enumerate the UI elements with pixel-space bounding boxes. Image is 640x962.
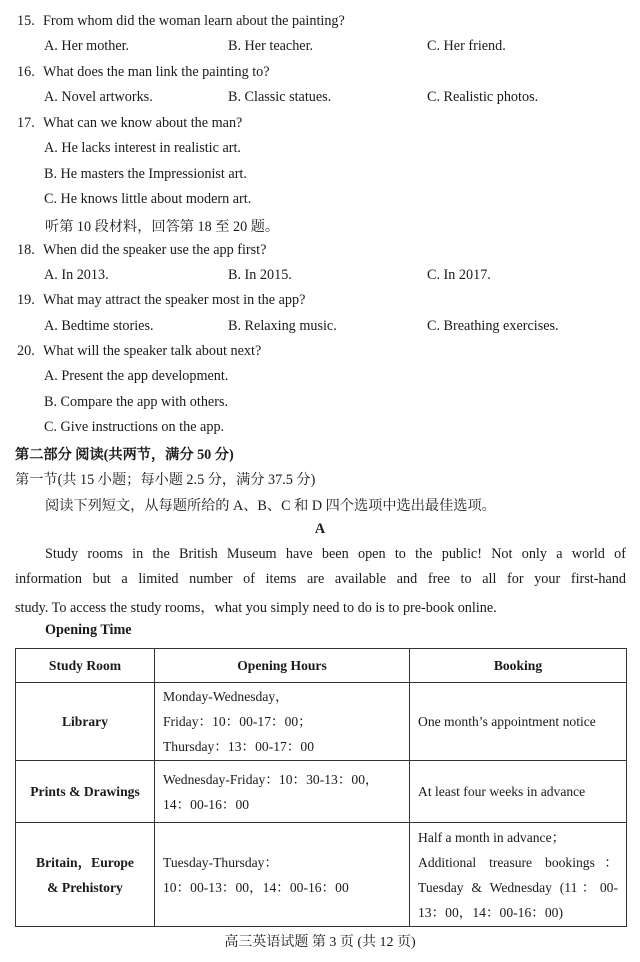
page-footer: 高三英语试题 第 3 页 (共 12 页) bbox=[224, 935, 416, 950]
room-cell bbox=[16, 683, 155, 761]
hours-line: 10：00-13：00，14：00-16：00 bbox=[163, 879, 349, 895]
passage-label: A bbox=[314, 521, 326, 537]
option-a: A. Her mother. bbox=[44, 38, 130, 54]
passage-line-2: information but a limited number of items are available and free to all for your first-hand bbox=[15, 571, 626, 587]
question-number: 15. bbox=[17, 13, 35, 29]
option-c: C. Realistic photos. bbox=[427, 89, 539, 105]
hours-line: Wednesday-Friday：10：30-13：00， bbox=[163, 771, 379, 787]
question-text: From whom did the woman learn about the painting? bbox=[43, 13, 345, 29]
section1-heading: 第一节(共 15 小题；每小题 2.5 分，满分 37.5 分) bbox=[15, 472, 316, 488]
question-text: What can we know about the man? bbox=[43, 115, 243, 131]
booking-line: One month’s appointment notice bbox=[418, 714, 596, 729]
option-a: A. He lacks interest in realistic art. bbox=[44, 140, 241, 156]
passage-line-1: Study rooms in the British Museum have been open to the public! Not only a world of bbox=[45, 546, 626, 562]
header-booking: Booking bbox=[410, 649, 627, 683]
option-c: C. He knows little about modern art. bbox=[44, 191, 252, 207]
option-c: C. In 2017. bbox=[427, 267, 491, 283]
reading-instruction: 阅读下列短文，从每题所给的 A、B、C 和 D 四个选项中选出最佳选项。 bbox=[45, 498, 496, 514]
opening-time-table bbox=[15, 648, 627, 927]
booking-line: Additional treasure bookings： bbox=[418, 854, 618, 870]
option-c: C. Breathing exercises. bbox=[427, 318, 559, 334]
option-b: B. Classic statues. bbox=[228, 89, 332, 105]
option-b: B. Compare the app with others. bbox=[44, 394, 229, 410]
part2-heading: 第二部分 阅读(共两节，满分 50 分) bbox=[15, 447, 234, 463]
hours-cell bbox=[155, 823, 410, 927]
room-cell bbox=[16, 823, 155, 927]
booking-line: Tuesday & Wednesday (11：00- bbox=[418, 879, 618, 895]
booking-cell bbox=[410, 683, 627, 761]
booking-line: Half a month in advance； bbox=[418, 829, 566, 845]
room-name: & Prehistory bbox=[47, 879, 123, 895]
booking-line: At least four weeks in advance bbox=[418, 784, 586, 799]
question-text: What does the man link the painting to? bbox=[43, 64, 270, 80]
table-title: Opening Time bbox=[45, 622, 132, 638]
option-b: B. He masters the Impressionist art. bbox=[44, 166, 247, 182]
listening-instruction: 听第 10 段材料，回答第 18 至 20 题。 bbox=[45, 219, 280, 235]
question-number: 19. bbox=[17, 292, 35, 308]
hours-cell bbox=[155, 683, 410, 761]
option-b: B. Her teacher. bbox=[228, 38, 314, 54]
hours-line: 14：00-16：00 bbox=[163, 796, 250, 812]
table-row bbox=[16, 823, 627, 927]
question-number: 18. bbox=[17, 242, 35, 258]
question-text: What may attract the speaker most in the app? bbox=[43, 292, 306, 308]
room-name: Library bbox=[61, 713, 109, 729]
header-opening-hours: Opening Hours bbox=[155, 649, 410, 683]
hours-cell bbox=[155, 761, 410, 823]
header-study-room: Study Room bbox=[16, 649, 155, 683]
hours-line: Tuesday-Thursday： bbox=[163, 854, 279, 870]
hours-line: Friday：10：00-17：00； bbox=[163, 714, 312, 729]
table-header-row bbox=[16, 649, 627, 683]
hours-line: Thursday：13：00-17：00 bbox=[163, 739, 315, 754]
booking-cell bbox=[410, 823, 627, 927]
option-c: C. Give instructions on the app. bbox=[44, 419, 225, 435]
passage-line-3: study. To access the study rooms，what you simply need to do is to pre-book online. bbox=[15, 600, 497, 616]
room-cell bbox=[16, 761, 155, 823]
option-b: B. In 2015. bbox=[228, 267, 292, 283]
question-text: What will the speaker talk about next? bbox=[43, 343, 262, 359]
option-a: A. Bedtime stories. bbox=[44, 318, 154, 334]
option-c: C. Her friend. bbox=[427, 38, 506, 54]
table-row bbox=[16, 761, 627, 823]
booking-cell bbox=[410, 761, 627, 823]
table-row bbox=[16, 683, 627, 761]
question-number: 16. bbox=[17, 64, 35, 80]
question-text: When did the speaker use the app first? bbox=[43, 242, 267, 258]
room-name: Prints & Drawings bbox=[30, 783, 140, 799]
question-number: 20. bbox=[17, 343, 35, 359]
option-a: A. Novel artworks. bbox=[44, 89, 153, 105]
question-number: 17. bbox=[17, 115, 35, 131]
room-name: Britain，Europe bbox=[36, 854, 134, 870]
hours-line: Monday-Wednesday， bbox=[163, 689, 289, 704]
option-a: A. Present the app development. bbox=[44, 368, 229, 384]
booking-line: 13：00，14：00-16：00) bbox=[418, 904, 563, 920]
option-a: A. In 2013. bbox=[44, 267, 109, 283]
option-b: B. Relaxing music. bbox=[228, 318, 337, 334]
